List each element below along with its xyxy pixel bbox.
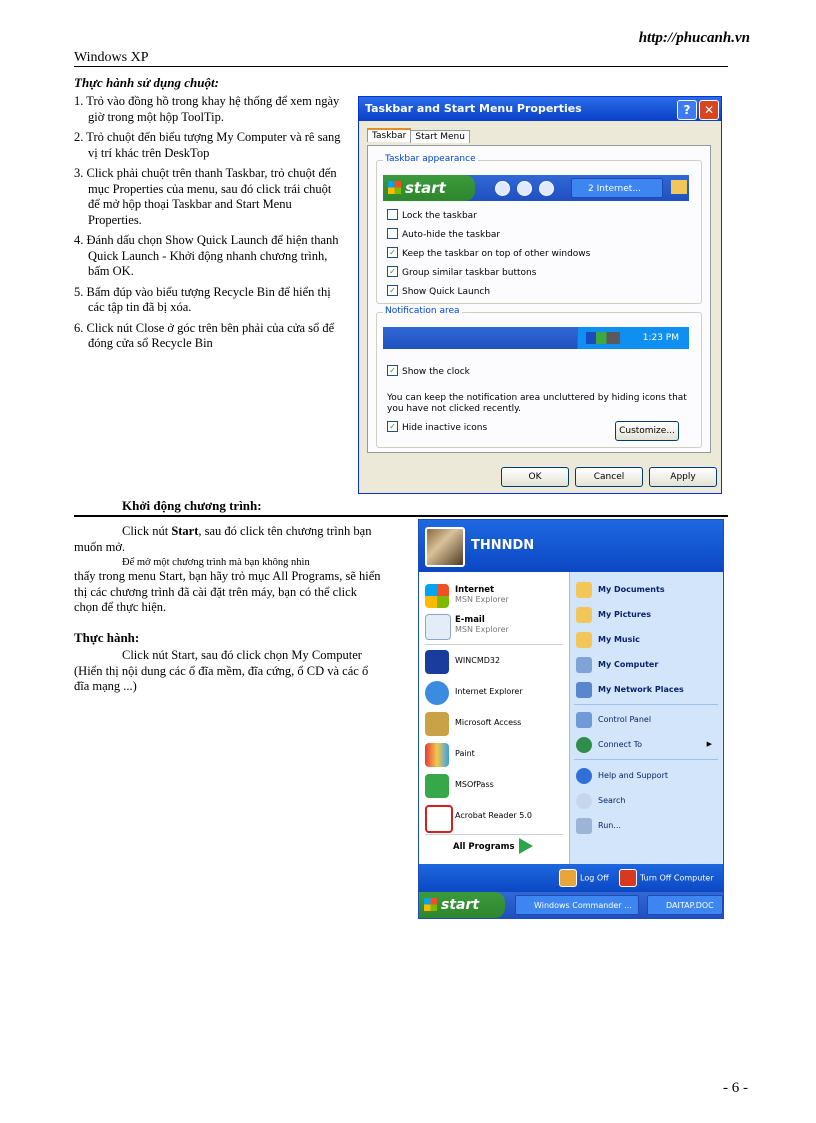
step-item: 5. Bấm đúp vào biểu tượng Recycle Bin để hiển thị các tập tin đã bị xóa. (74, 284, 331, 314)
menu-item-run[interactable]: Run... (576, 816, 720, 836)
menu-separator (425, 834, 563, 835)
start-button[interactable]: start (419, 892, 505, 918)
floppy-disk-icon (425, 650, 449, 674)
paint-brush-icon (425, 743, 449, 767)
network-icon (576, 682, 592, 698)
taskbar-properties-dialog (358, 96, 722, 494)
computer-icon (576, 657, 592, 673)
help-icon[interactable]: ? (677, 100, 697, 120)
menu-item-my-documents[interactable]: My Documents (576, 580, 720, 600)
all-programs-button[interactable]: All Programs (453, 842, 515, 852)
start-menu-left-pane (419, 572, 569, 864)
menu-item-msofpass[interactable]: MSOfPass (423, 772, 567, 800)
taskbar-panel (367, 145, 711, 453)
log-off-button[interactable]: Log Off (559, 869, 609, 887)
internet-explorer-icon (425, 681, 449, 705)
ie-icon (517, 181, 532, 196)
running-title: Windows XP (74, 50, 149, 65)
cancel-button[interactable]: Cancel (575, 467, 643, 487)
dialog-title: Taskbar and Start Menu Properties (365, 102, 582, 115)
help-icon (576, 768, 592, 784)
practice-title: Thực hành: (74, 630, 140, 645)
access-key-icon (425, 712, 449, 736)
start-menu-right-pane (569, 572, 724, 864)
folder-icon (671, 180, 687, 194)
paragraph-2b: thấy trong menu Start, bạn hãy trỏ mục All Programs, sẽ hiển thị các chương trình đã cài đặt trên máy, bạn có thể click chọn để thực hiện. (74, 569, 381, 614)
clock-time: 1:23 PM (642, 333, 679, 343)
msn-butterfly-icon (425, 584, 449, 608)
start-menu-screenshot (418, 519, 724, 919)
menu-item-my-computer[interactable]: My Computer (576, 655, 720, 675)
tab-start-menu[interactable]: Start Menu (410, 130, 470, 143)
menu-item-my-pictures[interactable]: My Pictures (576, 605, 720, 625)
menu-item-search[interactable]: Search (576, 791, 720, 811)
start-menu-header (419, 520, 723, 572)
menu-item-acrobat-reader[interactable]: Acrobat Reader 5.0 (423, 803, 567, 831)
menu-item-internet-explorer[interactable]: Internet Explorer (423, 679, 567, 707)
check-icon: ✓ (387, 247, 398, 258)
step-item: 2. Trỏ chuột đến biểu tượng My Computer và rê sang vị trí khác trên DeskTop (74, 130, 341, 160)
step-item: 6. Click nút Close ở góc trên bên phải của cửa sổ để đóng cửa sổ Recycle Bin (74, 320, 335, 350)
menu-item-microsoft-access[interactable]: Microsoft Access (423, 710, 567, 738)
header-rule (74, 66, 728, 67)
menu-separator (574, 759, 718, 760)
close-icon[interactable]: ✕ (699, 100, 719, 120)
check-icon: ✓ (387, 285, 398, 296)
taskbar (419, 892, 723, 918)
tab-taskbar[interactable]: Taskbar (367, 128, 411, 142)
email-icon (425, 614, 451, 640)
step-item: 3. Click phải chuột trên thanh Taskbar, trỏ chuột đến mục Properties của menu, sau đó click trái chuột để mở hộp thoại Taskbar and Start Menu Properties. (74, 166, 337, 227)
notification-group (376, 306, 702, 448)
menu-item-wincmd32[interactable]: WINCMD32 (423, 648, 567, 676)
user-avatar-guitar-icon (425, 527, 465, 567)
paragraph-1 (74, 524, 384, 555)
taskbar-item-preview: 2 Internet... (571, 178, 663, 198)
page-number: - 6 - (723, 1080, 748, 1096)
start-menu-footer (419, 864, 723, 892)
globe-icon (576, 737, 592, 753)
windows-flag-icon (388, 181, 401, 194)
taskbar-item-daitap[interactable]: DAITAP.DOC (647, 895, 723, 915)
checkbox-box (387, 209, 398, 220)
menu-item-paint[interactable]: Paint (423, 741, 567, 769)
menu-separator (425, 644, 563, 645)
start-button-preview: start (383, 175, 475, 201)
chevron-right-icon: ▶ (706, 740, 712, 748)
desktop-icon (495, 181, 510, 196)
notification-preview (383, 327, 689, 349)
tray-icons (586, 332, 620, 344)
menu-item-control-panel[interactable]: Control Panel (576, 710, 720, 730)
section2-title: Khởi động chương trình: (122, 498, 262, 513)
hide-inactive-checkbox[interactable]: ✓ Hide inactive icons (387, 421, 487, 435)
group-buttons-checkbox[interactable]: ✓ Group similar taskbar buttons (387, 266, 536, 280)
keep-on-top-checkbox[interactable]: ✓ Keep the taskbar on top of other windows (387, 247, 590, 261)
ok-button[interactable]: OK (501, 467, 569, 487)
menu-separator (574, 704, 718, 705)
header-url: http://phucanh.vn (638, 30, 750, 46)
check-icon: ✓ (387, 365, 398, 376)
all-programs-arrow-icon (519, 838, 533, 854)
section2-rule (74, 515, 728, 517)
folder-icon (576, 632, 592, 648)
customize-button[interactable]: Customize... (615, 421, 679, 441)
lock-taskbar-checkbox[interactable]: Lock the taskbar (387, 209, 477, 223)
taskbar-item-windows-commander[interactable]: Windows Commander ... (515, 895, 639, 915)
menu-item-internet[interactable]: Internet MSN Explorer (423, 582, 567, 610)
menu-item-email[interactable]: E-mail MSN Explorer (423, 612, 567, 640)
run-icon (576, 818, 592, 834)
menu-item-my-network-places[interactable]: My Network Places (576, 680, 720, 700)
appearance-label: Taskbar appearance (385, 154, 476, 164)
appearance-group (376, 154, 702, 304)
key-icon (425, 774, 449, 798)
acrobat-icon (425, 805, 453, 833)
checkbox-box (387, 228, 398, 239)
apply-button[interactable]: Apply (649, 467, 717, 487)
notification-note: You can keep the notification area uncluttered by hiding icons that you have not clicked recently. (387, 393, 687, 414)
practice-text: Click nút Start, sau đó click chọn My Computer (Hiển thị nội dung các ổ đĩa mềm, đĩa cứng, ổ CD và các ổ đĩa mạng ...) (74, 648, 369, 693)
key-icon (559, 869, 577, 887)
taskbar-preview (383, 175, 689, 201)
turn-off-button[interactable]: Turn Off Computer (619, 869, 714, 887)
step-item: 4. Đánh dấu chọn Show Quick Launch để hiện thanh Quick Launch - Khởi động nhanh chương trình, bấm OK. (74, 233, 339, 278)
step-item: 1. Trỏ vào đồng hồ trong khay hệ thống để xem ngày giờ trong một hộp ToolTip. (74, 94, 340, 124)
dialog-titlebar (359, 97, 721, 121)
check-icon: ✓ (387, 421, 398, 432)
notification-label: Notification area (385, 306, 460, 316)
show-quick-launch-checkbox[interactable]: ✓ Show Quick Launch (387, 285, 490, 299)
folder-icon (576, 607, 592, 623)
control-panel-icon (576, 712, 592, 728)
menu-item-help-support[interactable]: Help and Support (576, 766, 720, 786)
dialog-tabs (367, 129, 469, 145)
power-icon (619, 869, 637, 887)
paragraph-1-text: Click nút Start, sau đó click tên chương trình bạn muốn mở. (74, 524, 372, 554)
check-icon: ✓ (387, 266, 398, 277)
windows-flag-icon (424, 898, 437, 911)
system-tray (577, 327, 689, 349)
user-name: THNNDN (471, 538, 535, 553)
menu-item-connect-to[interactable]: Connect To ▶ (576, 735, 720, 755)
section1-title: Thực hành sử dụng chuột: (74, 75, 219, 90)
search-icon (576, 793, 592, 809)
steps-list (74, 94, 344, 357)
media-player-icon (539, 181, 554, 196)
folder-icon (576, 582, 592, 598)
paragraph-2a: Để mở một chương trình mà bạn không nhìn (122, 557, 310, 568)
show-clock-checkbox[interactable]: ✓ Show the clock (387, 365, 470, 379)
menu-item-my-music[interactable]: My Music (576, 630, 720, 650)
auto-hide-checkbox[interactable]: Auto-hide the taskbar (387, 228, 500, 242)
